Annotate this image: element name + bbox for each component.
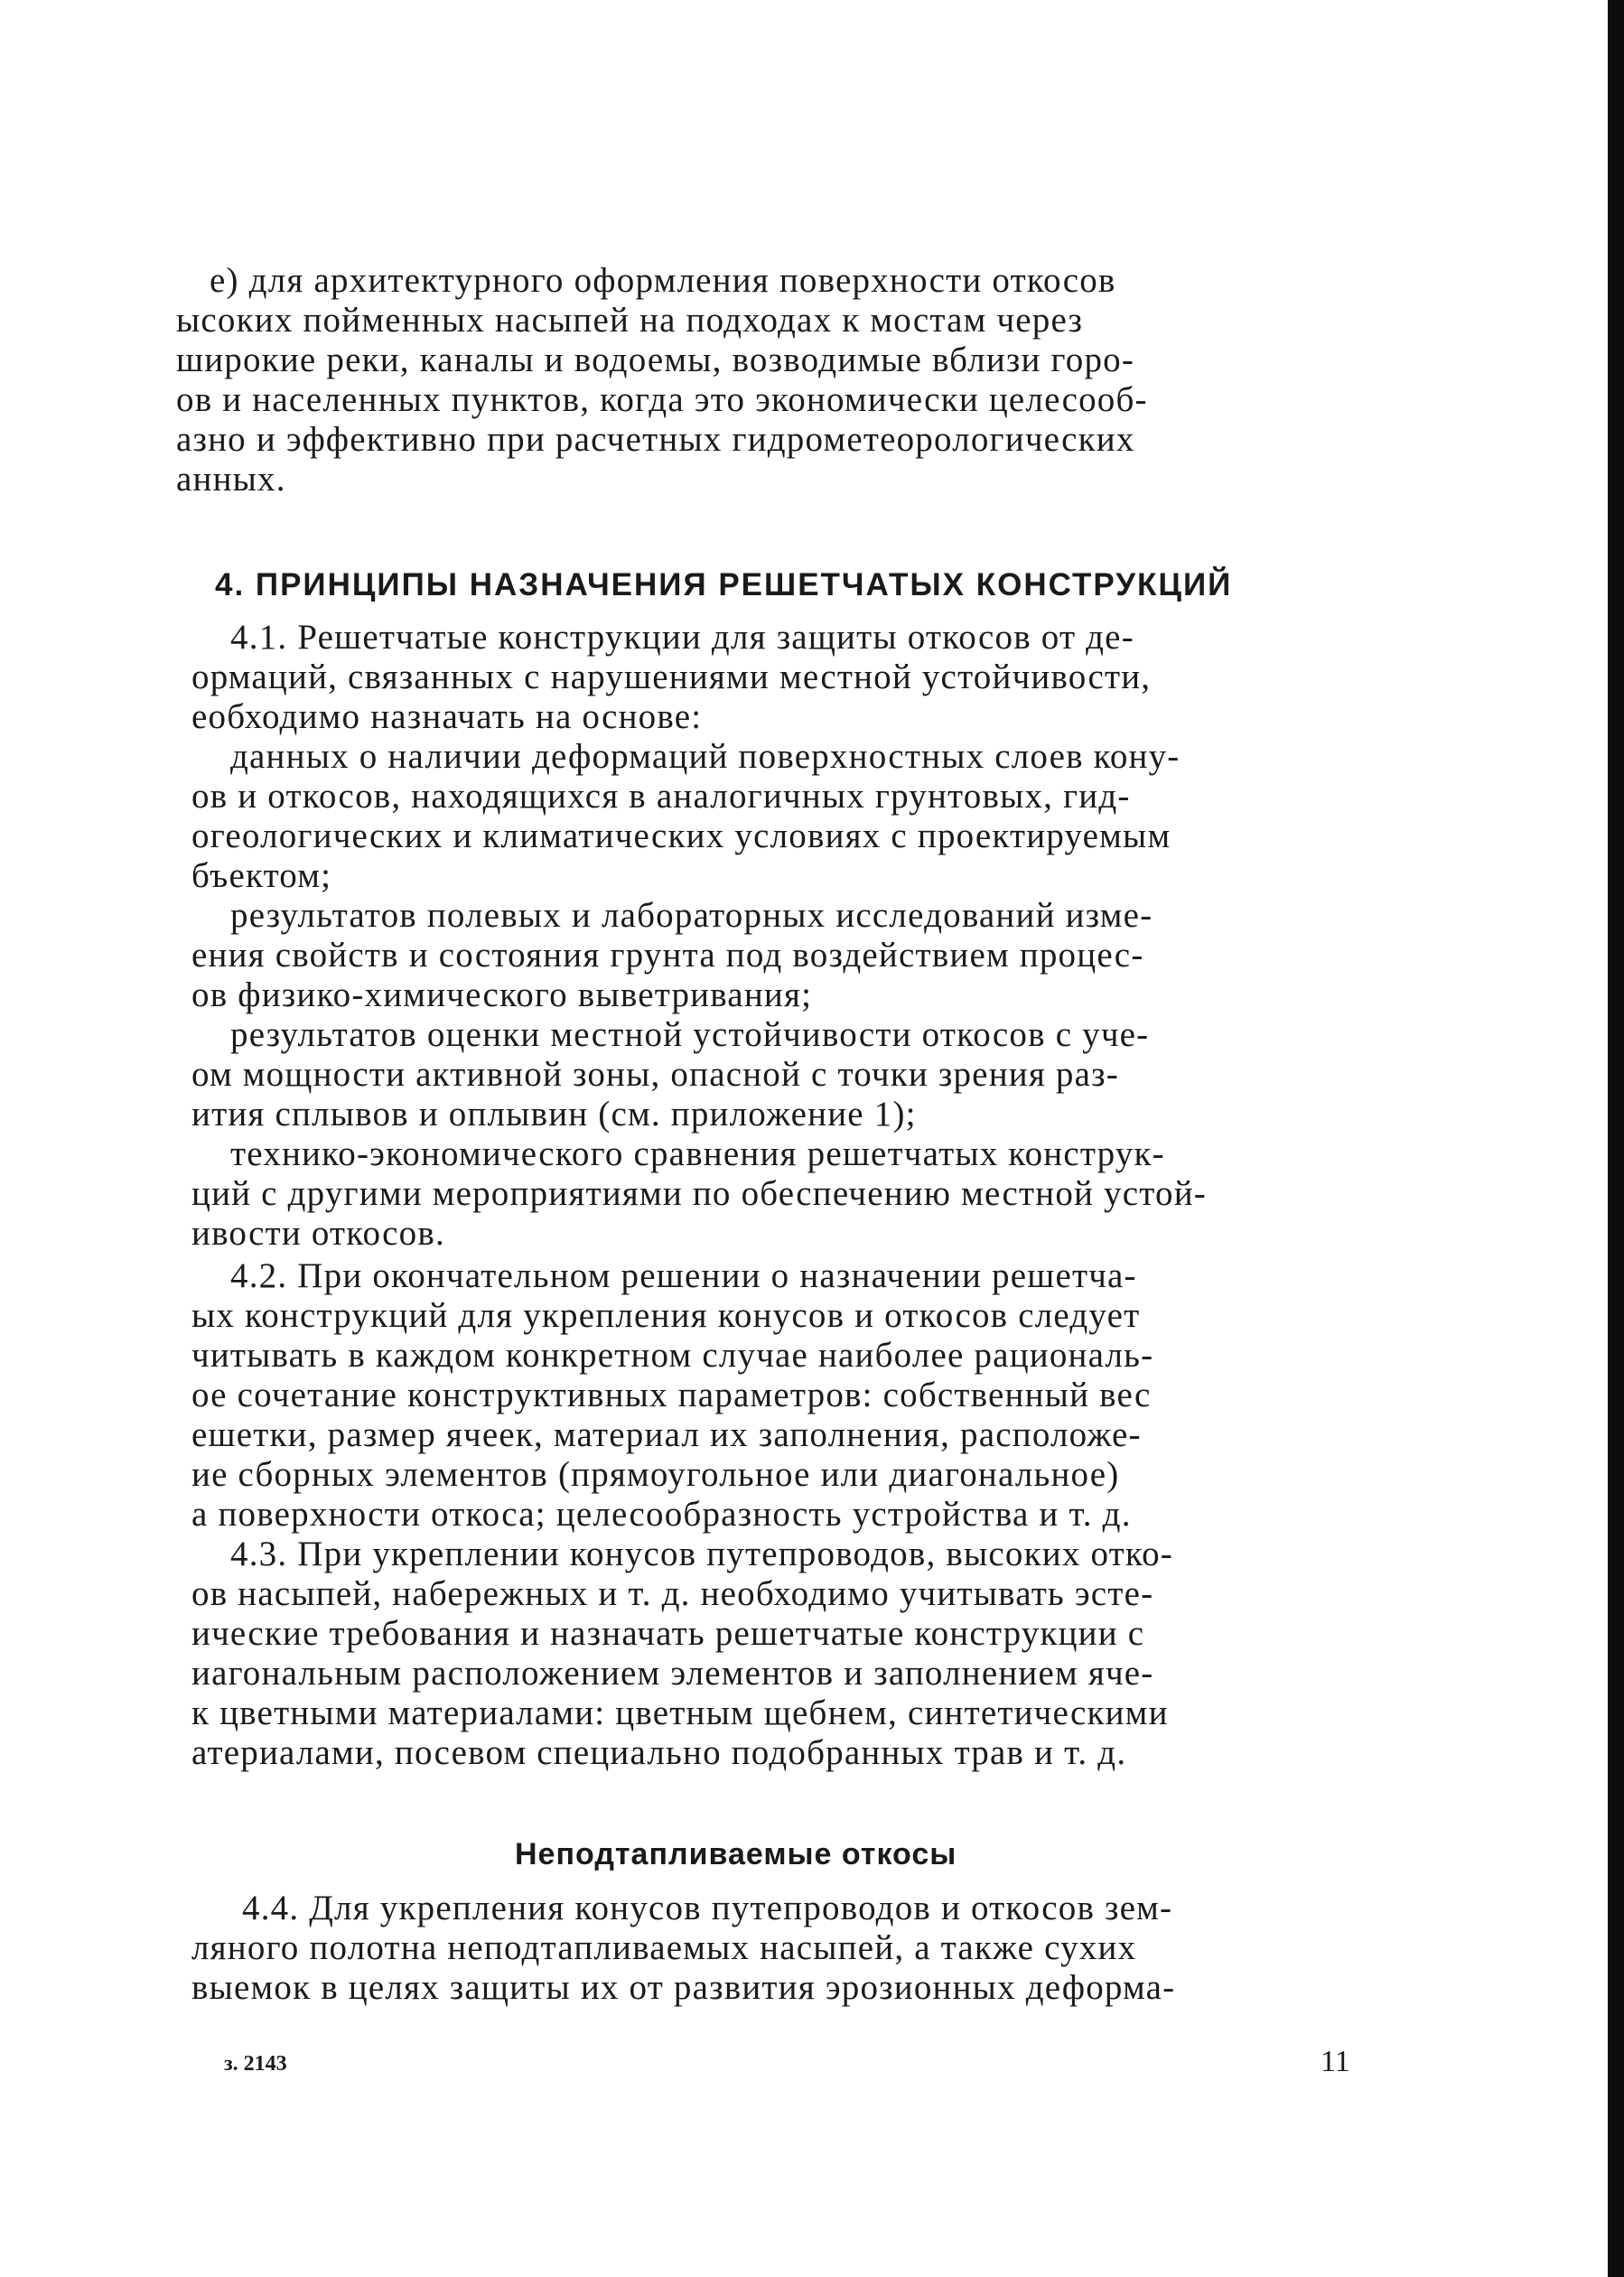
text-line: ические требования и назначать решетчатые конструкции с bbox=[191, 1614, 1145, 1653]
text-line: 4.2. При окончательном решении о назначении решетча- bbox=[230, 1256, 1137, 1295]
text-line: ешетки, размер ячеек, материал их заполнения, расположе- bbox=[191, 1415, 1142, 1454]
subsection-title: Неподтапливаемые откосы bbox=[515, 1837, 957, 1871]
text-line: ормаций, связанных с нарушениями местной устойчивости, bbox=[191, 658, 1152, 696]
text-line: данных о наличии деформаций поверхностных слоев кону- bbox=[230, 737, 1181, 776]
text-line: результатов полевых и лабораторных исследований изме- bbox=[230, 896, 1153, 935]
text-line: результатов оценки местной устойчивости откосов с уче- bbox=[230, 1015, 1150, 1054]
text-line: огеологических и климатических условиях с проектируемым bbox=[191, 817, 1171, 855]
text-line: еобходимо назначать на основе: bbox=[191, 697, 703, 736]
text-line: ций с другими мероприятиями по обеспечению местной устой- bbox=[191, 1174, 1207, 1213]
text-line: выемок в целях защиты их от развития эрозионных деформа- bbox=[191, 1968, 1176, 2007]
text-line: а поверхности откоса; целесообразность устройства и т. д. bbox=[191, 1495, 1132, 1534]
text-line: ития сплывов и оплывин (см. приложение 1); bbox=[191, 1095, 917, 1134]
text-line: 4.1. Решетчатые конструкции для защиты откосов от де- bbox=[230, 618, 1134, 657]
text-line: к цветными материалами: цветным щебнем, синтетическими bbox=[191, 1694, 1169, 1732]
text-line: ое сочетание конструктивных параметров: собственный вес bbox=[191, 1376, 1152, 1414]
print-signature: з. 2143 bbox=[224, 2052, 287, 2076]
text-line: 4.4. Для укрепления конусов путепроводов и откосов зем- bbox=[242, 1889, 1173, 1927]
text-line: ивости откосов. bbox=[191, 1214, 445, 1253]
text-line: ения свойств и состояния грунта под воздействием процес- bbox=[191, 936, 1144, 975]
text-line: читывать в каждом конкретном случае наиболее рациональ- bbox=[191, 1336, 1154, 1375]
text-line: е) для архитектурного оформления поверхности откосов bbox=[210, 261, 1116, 300]
text-line: бъектом; bbox=[191, 856, 332, 895]
text-line: ом мощности активной зоны, опасной с точки зрения раз- bbox=[191, 1055, 1119, 1094]
text-line: ых конструкций для укрепления конусов и откосов следует bbox=[191, 1296, 1141, 1335]
text-line: анных. bbox=[176, 460, 286, 499]
text-line: 4.3. При укреплении конусов путепроводов, высоких отко- bbox=[230, 1535, 1173, 1573]
text-line: ие сборных элементов (прямоугольное или диагональное) bbox=[191, 1455, 1120, 1494]
text-line: ов и откосов, находящихся в аналогичных грунтовых, гид- bbox=[191, 777, 1131, 816]
text-line: азно и эффективно при расчетных гидрометеорологических bbox=[176, 420, 1135, 459]
text-line: ысоких пойменных насыпей на подходах к мостам через bbox=[176, 301, 1084, 340]
section-title: 4. ПРИНЦИПЫ НАЗНАЧЕНИЯ РЕШЕТЧАТЫХ КОНСТРУКЦИЙ bbox=[215, 567, 1233, 602]
text-line: технико-экономического сравнения решетчатых конструк- bbox=[230, 1134, 1165, 1173]
page-number: 11 bbox=[1321, 2045, 1350, 2078]
scan-edge bbox=[1608, 0, 1624, 2277]
text-line: ляного полотна неподтапливаемых насыпей, а также сухих bbox=[191, 1928, 1137, 1967]
text-line: ов физико-химического выветривания; bbox=[191, 975, 813, 1014]
text-line: иагональным расположением элементов и заполнением яче- bbox=[191, 1654, 1154, 1693]
text-line: атериалами, посевом специально подобранных трав и т. д. bbox=[191, 1733, 1127, 1772]
text-line: широкие реки, каналы и водоемы, возводимые вблизи горо- bbox=[176, 341, 1135, 379]
text-line: ов и населенных пунктов, когда это экономически целесооб- bbox=[176, 380, 1148, 419]
text-line: ов насыпей, набережных и т. д. необходимо учитывать эсте- bbox=[191, 1574, 1154, 1613]
